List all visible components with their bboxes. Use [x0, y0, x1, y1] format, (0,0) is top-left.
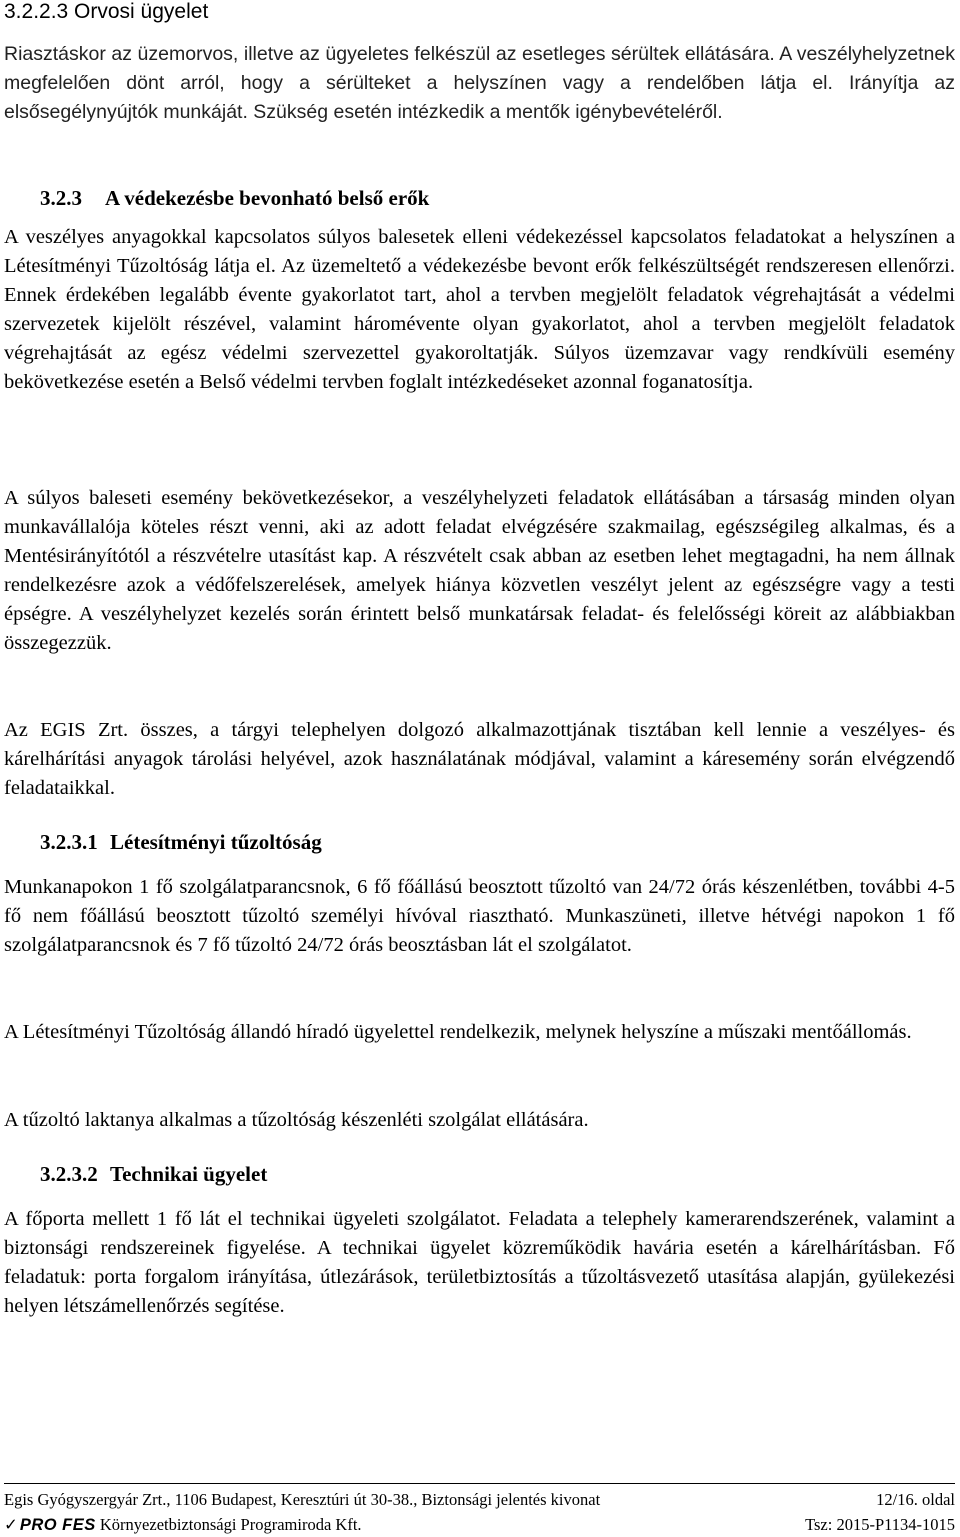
- paragraph-sulyos-baleset: A súlyos baleseti esemény bekövetkezésekor, a veszélyhelyzeti feladatok ellátásában a társaság minden olyan munkavállalója köteles részt venni, aki az adott feladat elvégzésére szakmailag, egészségileg alkalmas, és a Mentésirányítótól a részvételre utasítást kap. A részvételt csak abban az esetben lehet megtagadni, ha nem állnak rendelkezésre azok a védőfelszerelések, amelyek hiánya közvetlen veszélyt jelent az egészségre vagy a testi épségre. A veszélyhelyzet kezelés során érintett belső munkatársak feladat- és felelősségi köreit az alábbiakban összegezzük.: [4, 487, 955, 654]
- section-title: Technikai ügyelet: [110, 1162, 268, 1186]
- footer-line-1: [4, 1489, 955, 1511]
- footer-company-address: Egis Gyógyszergyár Zrt., 1106 Budapest, Keresztúri út 30-38., Biztonsági jelentés kivonat: [4, 1490, 601, 1509]
- footer-divider: [4, 1483, 955, 1484]
- section-number: 3.2.3: [40, 186, 82, 210]
- paragraph-laktanya: A tűzoltó laktanya alkalmas a tűzoltóság készenléti szolgálat ellátására.: [4, 1109, 589, 1131]
- section-heading-belso-erok: [40, 186, 429, 210]
- paragraph-vedekezes: A veszélyes anyagokkal kapcsolatos súlyos balesetek elleni védekezéssel kapcsolatos feladatokat a helyszínen a Létesítményi Tűzoltóság látja el. Az üzemeltető a védekezésbe bevont erők felkészültségét rendszeresen ellenőrzi. Ennek érdekében legalább évente gyakorlatot tart, ahol a tervben megjelölt feladatok végrehajtását a védelmi szervezetek kijelölt részével, valamint háromévente olyan gyakorlatot, ahol a tervben megjelölt feladatok végrehajtását az egész védelmi szervezettel gyakoroltatják. Súlyos üzemzavar vagy rendkívüli esemény bekövetkezése esetén a Belső védelmi tervben foglalt intézkedéseket azonnal foganatosítja.: [4, 226, 955, 393]
- paragraph-munkanapokon: Munkanapokon 1 fő szolgálatparancsnok, 6 fő főállású beosztott tűzoltó van 24/72 órás készenlétben, további 4-5 fő nem főállású beosztott tűzoltó személyi hívóval riasztható. Munkaszüneti, illetve hétvégi napokon 1 fő szolgálatparancsnok és 7 fő tűzoltó 24/72 órás beosztásban lát el szolgálatot.: [4, 876, 955, 956]
- footer-author-name: Környezetbiztonsági Programiroda Kft.: [99, 1515, 362, 1534]
- section-number: 3.2.3.1: [40, 830, 98, 854]
- paragraph-hirado-ugyelet: A Létesítményi Tűzoltóság állandó híradó ügyelettel rendelkezik, melynek helyszíne a műszaki mentőállomás.: [4, 1021, 912, 1043]
- paragraph-foporta: A főporta mellett 1 fő lát el technikai ügyeleti szolgálatot. Feladata a telephely kamerarendszerének, valamint a biztonsági rendszereinek figyelése. A technikai ügyelet közreműködik havária esetén a kárelhárításban. Fő feladatuk: porta forgalom irányítása, útlezárások, területbiztosítás a tűzoltásvezető utasítása alapján, gyülekezési helyen létszámellenőrzés segítése.: [4, 1208, 955, 1317]
- section-heading-technikai-ugyelet: [40, 1162, 267, 1186]
- section-number: 3.2.3.2: [40, 1162, 98, 1186]
- section-title: A védekezésbe bevonható belső erők: [105, 186, 430, 210]
- footer-page-number: 12/16. oldal: [876, 1490, 955, 1509]
- section-title: Létesítményi tűzoltóság: [110, 830, 322, 854]
- footer-reference-number: Tsz: 2015-P1134-1015: [805, 1515, 955, 1534]
- section-heading-letesitmenyi-tuzoltosag: [40, 830, 322, 854]
- paragraph-egis-alkalmazottak: Az EGIS Zrt. összes, a tárgyi telephelyen dolgozó alkalmazottjának tisztában kell lennie a veszélyes- és kárelhárítási anyagok tárolási helyével, azok használatának módjával, valamint a káresemény során elvégzendő feladataikkal.: [4, 719, 955, 799]
- section-heading-orvosi-ugyelet: 3.2.2.3 Orvosi ügyelet: [4, 0, 209, 23]
- paragraph-orvosi-ugyelet: Riasztáskor az üzemorvos, illetve az ügyeletes felkészül az esetleges sérültek ellátására. A veszélyhelyzetnek megfelelően dönt arról, hogy a sérülteket a helyszínen vagy a rendelőben látja el. Irányítja az elsősegélynyújtók munkáját. Szükség esetén intézkedik a mentők igénybevételéről.: [4, 43, 955, 123]
- check-icon: ✓: [4, 1515, 18, 1534]
- footer-line-2: [4, 1514, 955, 1536]
- profes-logo: PRO FES: [19, 1516, 96, 1534]
- footer-author: [4, 1514, 362, 1536]
